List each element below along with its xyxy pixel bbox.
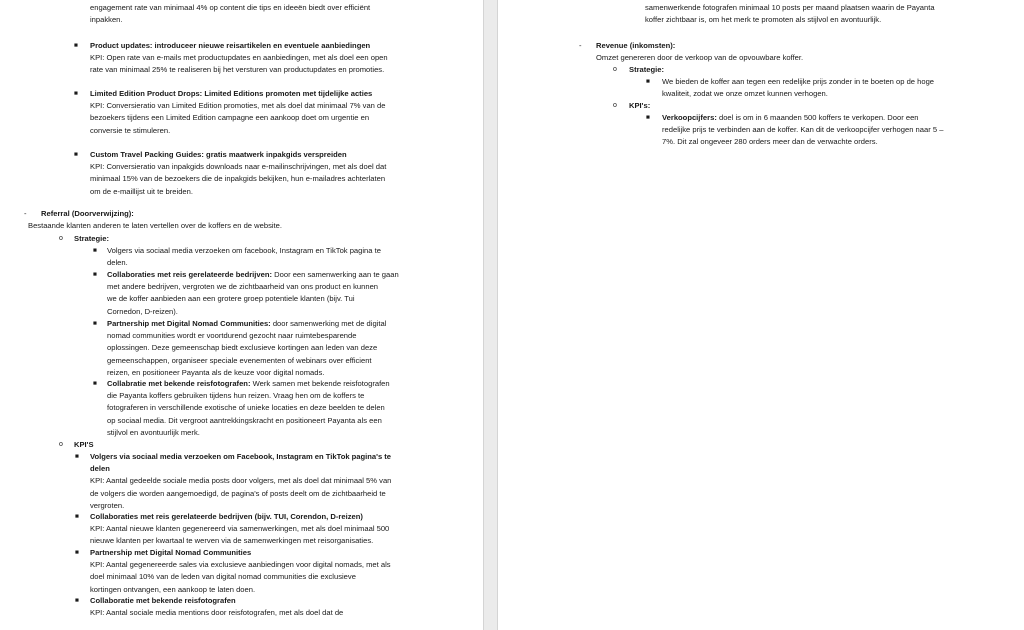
text-line: om de e-maillijst uit te breiden. [90,186,193,196]
text-line: bezoekers tijdens een Limited Edition campagne een aankoop doet om urgentie en [90,113,370,123]
document-page-right [498,0,1024,630]
text-line: samenwerkende fotografen minimaal 10 posts per maand plaatsen waarin de Payanta [645,3,935,12]
subheading: Strategie: [74,234,110,243]
text-line: 7%. Dit zal ongeveer 280 orders meer dan de verwachte orders. [662,137,878,147]
subheading: KPI's: [629,101,651,110]
circle-bullet-icon: o [59,441,63,448]
text-line: Werk samen met bekende reisfotografen [250,379,390,388]
text-line: minimaal 15% van de bezoekers die de inpakgids bekijken, hun e-mailadres achterlaten [90,174,386,184]
continued-paragraph [645,2,935,26]
item-title: Verkoopcijfers: [662,113,717,122]
text-line: KPI: Aantal sociale media mentions door reisfotografen, met als doel dat de [90,608,344,618]
text-line: KPI: Aantal gedeelde sociale media posts door volgers, met als doel dat minimaal 5% van [90,476,392,486]
list-item [90,40,388,77]
text-line: redelijke prijs te verbinden aan de koffer. Kan dit de verkoopcijfer verhogen naar 5 – [662,125,944,135]
kpi-label [629,100,650,112]
text-line: doel is om in 6 maanden 500 koffers te verkopen. Door een [716,113,919,122]
strategy-label [629,64,664,76]
circle-bullet-icon: o [613,102,617,109]
page-gutter [483,0,498,630]
item-title: Collabratie met bekende reisfotografen: [107,379,251,388]
strategy-item [107,269,399,318]
text-line: Door een samenwerking aan te gaan [272,270,399,279]
continued-paragraph [90,2,370,26]
item-title: Collaboraties met reis gerelateerde bedrijven (bijv. TUI, Corendon, D-reizen) [90,512,363,521]
square-bullet-icon: ■ [75,453,79,460]
strategy-item [107,378,390,439]
text-line: rate van minimaal 25% te realiseren bij het versturen van productupdates en promoties. [90,65,385,75]
item-title: Partnership met Digital Nomad Communities [90,548,252,557]
square-bullet-icon: ■ [75,597,79,604]
text-line: Omzet genereren door de verkoop van de opvouwbare koffer. [596,53,804,62]
subheading: KPI'S [74,440,94,449]
section-intro [596,52,803,64]
text-line: nomad communities wordt er voortdurend gezocht naar ruimtebesparende [107,331,357,341]
text-line: die Payanta koffers gebruiken tijdens hun reizen. Vraag hen om de koffers te [107,391,365,401]
kpi-item [90,511,389,548]
list-item [90,88,385,137]
text-line: stijlvol en avontuurlijk merk. [107,427,200,437]
item-title: Collaboraties met reis gerelateerde bedrijven: [107,270,273,279]
document-page-left [0,0,483,630]
section-referral [41,208,134,220]
square-bullet-icon: ■ [646,78,650,85]
square-bullet-icon: ■ [75,549,79,556]
text-line: KPI: Conversieratio van Limited Edition promoties, met als doel dat minimaal 7% van de [90,101,386,111]
text-line: delen. [107,258,128,268]
text-line: met andere bedrijven, vergroten we de zichtbaarheid van ons product en kunnen [107,282,379,292]
strategy-item [662,76,934,100]
list-item [90,149,386,198]
square-bullet-icon: ■ [74,90,78,97]
text-line: We bieden de koffer aan tegen een redelijke prijs zonder in te boeten op de hoge [662,77,935,86]
item-title: Volgers via sociaal media verzoeken om Facebook, Instagram en TikTok pagina's te [90,452,392,461]
text-line: Cornedon, D-reizen). [107,306,178,316]
kpi-label [74,439,94,451]
section-intro [28,220,282,232]
strategy-item [107,318,386,379]
text-line: KPI: Aantal gegenereerde sales via exclusieve aanbiedingen voor digital nomads, met als [90,560,391,570]
text-line: op sociaal media. Dit vergroot aantrekkingskracht en positioneert Payanta als een [107,415,382,425]
square-bullet-icon: ■ [93,271,97,278]
text-line: de volgers die worden aangemoedigd, de pagina's of posts deelt om de zichtbaarheid te [90,488,386,498]
text-line: KPI: Conversieratio van inpakgids downloads naar e-mailinschrijvingen, met als doel dat [90,162,387,172]
square-bullet-icon: ■ [75,513,79,520]
text-line: reizen, en positioneer Payanta als de keuze voor digital nomads. [107,367,325,377]
text-line: engagement rate van minimaal 4% op content die tips en ideeën biedt over efficiënt [90,3,371,12]
item-title: Custom Travel Packing Guides: gratis maatwerk inpakgids verspreiden [90,150,347,159]
text-line: conversie te stimuleren. [90,125,171,135]
item-title: Product updates: introduceer nieuwe reisartikelen en eventuele aanbiedingen [90,41,371,50]
text-line: Volgers via sociaal media verzoeken om facebook, Instagram en TikTok pagina te [107,246,381,255]
item-title: Partnership met Digital Nomad Communities: [107,319,271,328]
circle-bullet-icon: o [59,235,63,242]
kpi-item [90,547,391,596]
text-line: we de koffer aanbieden aan een grotere groep potentiele klanten (bijv. Tui [107,294,355,304]
text-line: fotograferen in verschillende exotische of unieke locaties en deze beelden te delen [107,403,385,413]
section-revenue [596,40,675,52]
text-line: gemeenschappen, organiseer speciale evenementen of webinars over efficient [107,355,372,365]
kpi-item [662,112,943,149]
text-line: nieuwe klanten per kwartaal te werven via de samenwerkingen met reisorganisaties. [90,536,374,546]
text-line: kwaliteit, zodat we onze omzet kunnen verhogen. [662,89,828,99]
text-line: kortingen ontvangen, een aankoop te laten doen. [90,584,256,594]
text-line: oplossingen. Deze gemeenschap biedt exclusieve kortingen aan leden van deze [107,343,378,353]
text-line: Bestaande klanten anderen te laten vertellen over de koffers en de website. [28,221,282,230]
kpi-item [90,451,391,512]
kpi-item [90,595,343,619]
text-line: koffer zichtbaar is, om het merk te promoten als stijlvol en avontuurlijk. [645,15,882,25]
subheading: Strategie: [629,65,665,74]
square-bullet-icon: ■ [93,247,97,254]
text-line: inpakken. [90,15,123,25]
dash-bullet-icon: - [24,209,27,218]
section-heading: Referral (Doorverwijzing): [41,209,134,218]
text-line: KPI: Aantal nieuwe klanten gegenereerd via samenwerkingen, met als doel minimaal 500 [90,524,390,534]
square-bullet-icon: ■ [646,114,650,121]
dash-bullet-icon: - [579,41,582,50]
text-line: KPI: Open rate van e-mails met productupdates en aanbiedingen, met als doel een open [90,53,388,63]
text-line: doel minimaal 10% van de leden van digital nomad communities die exclusieve [90,572,356,582]
text-line: vergroten. [90,500,125,510]
square-bullet-icon: ■ [93,380,97,387]
text-line: door samenwerking met de digital [270,319,387,328]
square-bullet-icon: ■ [93,320,97,327]
strategy-item [107,245,381,269]
item-title: Collaboratie met bekende reisfotografen [90,596,236,605]
section-heading: Revenue (inkomsten): [596,41,676,50]
item-title: Limited Edition Product Drops: Limited Editions promoten met tijdelijke acties [90,89,373,98]
item-title: delen [90,464,110,474]
square-bullet-icon: ■ [74,151,78,158]
square-bullet-icon: ■ [74,42,78,49]
strategy-label [74,233,109,245]
circle-bullet-icon: o [613,66,617,73]
